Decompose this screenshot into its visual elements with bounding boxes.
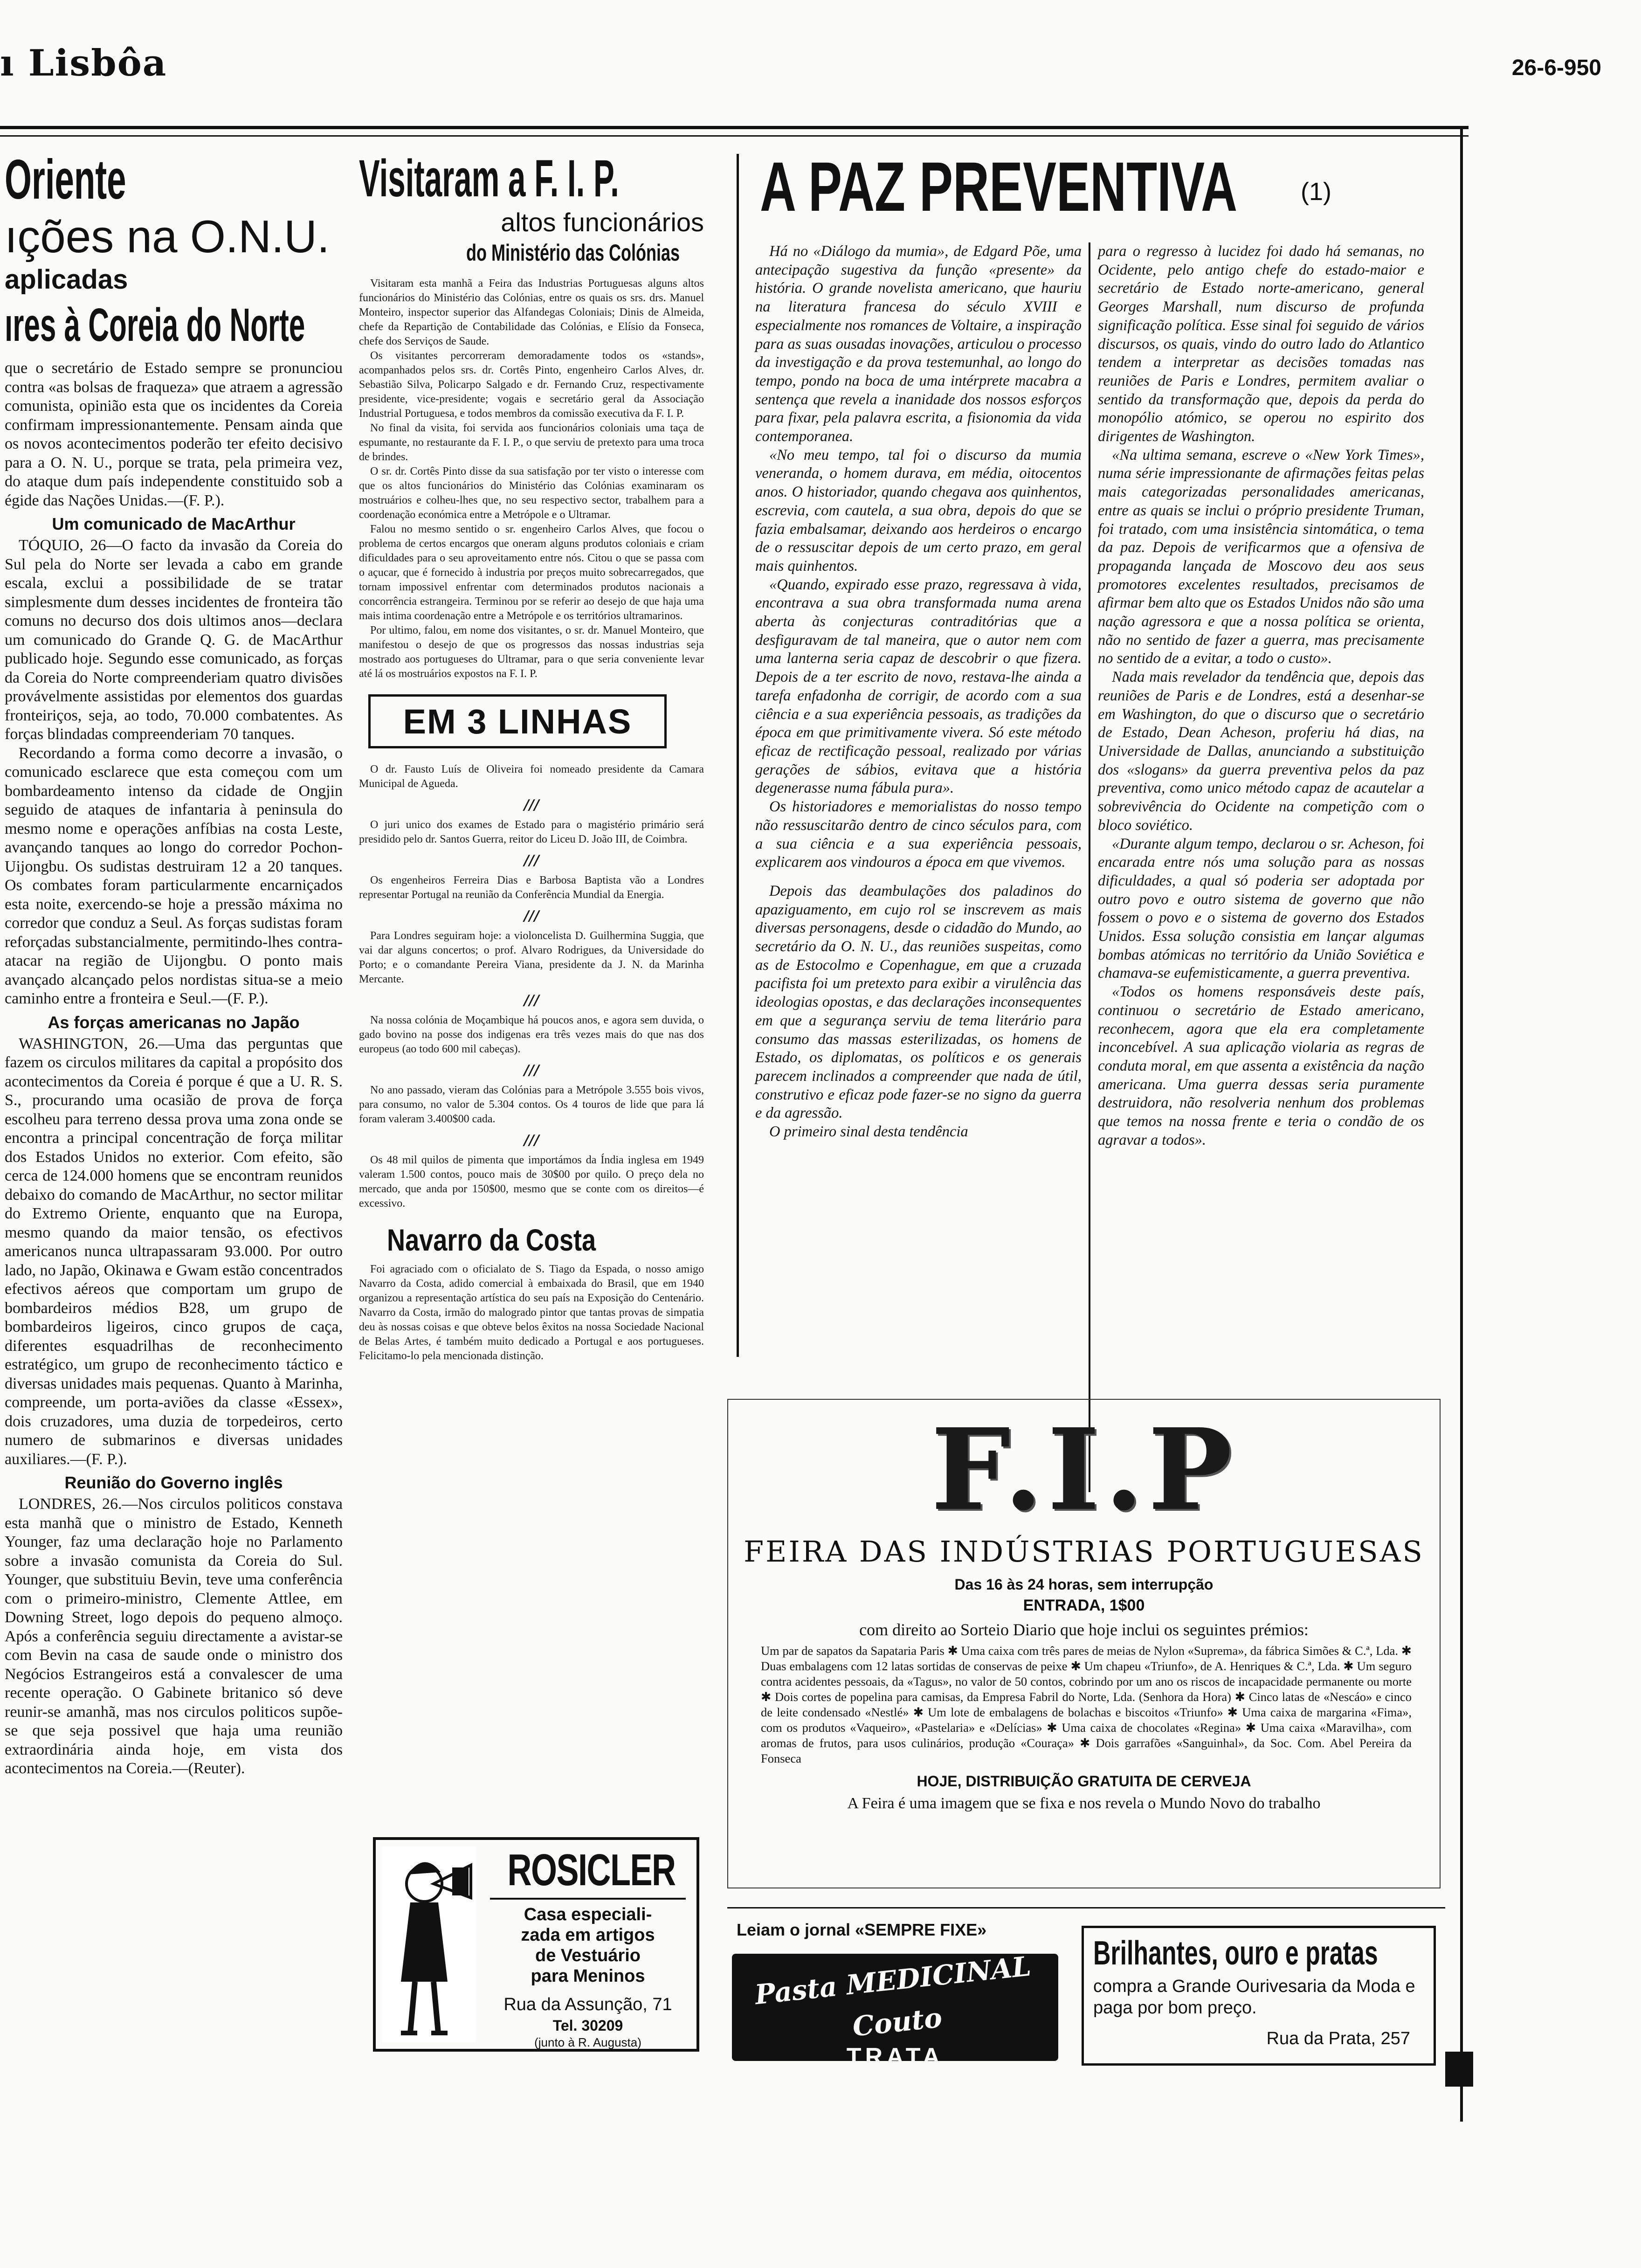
col1-body [5, 359, 343, 1778]
paragraph: Os visitantes percorreram demoradamente todos os «stands», acompanhados pelos srs. dr. Cortês Pinto, engenheiro Carlos Alves, dr. Sebastião Silva, Policarpo Salgado e dr. Fernando Cruz, respectivamente presidente, vice-presidente; vogais e secretário geral da Associação Industrial Portuguesa, e todos membros da comissão executiva da F. I. P. [359, 350, 704, 420]
news-item: Na nossa colónia de Moçambique há poucos anos, e agora sem duvida, o gado bovino na posse dos indigenas era três vezes mais do que nas dos europeus (ao todo 600 mil cabeças). [359, 1014, 704, 1055]
subheading-japao: As forças americanas no Japão [48, 1012, 300, 1032]
em-3-linhas-title: EM 3 LINHAS [403, 702, 632, 741]
fip-draw: com direito ao Sorteio Diario que hoje inclui os seguintes prémios: [859, 1620, 1309, 1639]
brilhantes-ad [1082, 1926, 1436, 2066]
fip-entry: ENTRADA, 1$00 [1023, 1597, 1145, 1614]
right-page-edge-block [1445, 2052, 1473, 2087]
news-item: Os 48 mil quilos de pimenta que importámos da Índia inglesa em 1949 valeram 1.500 contos, pouco mais de 30$00 por quilo. O preço dela no mercado, que anda por 150$00, mesmo que se conte com os direitos—é excessivo. [359, 1154, 704, 1210]
separator: /// [524, 1132, 539, 1148]
paragraph: Foi agraciado com o oficialato de S. Tiago da Espada, o nosso amigo Navarro da Costa, adido comercial à embaixada do Brasil, que em 1940 organizou a representação artística do seu país na Exposição do Centenário. Navarro da Costa, irmão do malogrado pintor que tantas provas de simpatia deu às nossas coisas e que obteve belos êxitos na nossa Sociedade Nacional de Belas Artes, é também muito dedicado a Portugal e aos portugueses. Felicitamo-lo pela mencionada distinção. [359, 1263, 704, 1362]
paz-right-column [1098, 242, 1424, 1149]
separator: /// [524, 992, 539, 1009]
paragraph: TÓQUIO, 26—O facto da invasão da Coreia do Sul pela do Norte ser levada a cabo em grande escala, exclui a possibilidade de se tratar simplesmente dum desses incidentes de fronteira tão comuns no decurso dos dois ultimos anos—declara um comunicado do Grande Q. G. de MacArthur publicado hoje. Segundo esse comunicado, as forças da Coreia do Norte compreenderiam quatro divisões provávelmente assistidas por elementos dos guardas fronteiriços, seja, ao todo, 70.000 combatentes. As forças blindadas compreenderiam 70 tanques. [5, 537, 343, 743]
fip-visit-title: Visitaram a F. I. P. [359, 149, 619, 207]
paragraph: que o secretário de Estado sempre se pronunciou contra «as bolsas de fraqueza» que atraem a agressão comunista, opinião esta que os incidentes da Coreia confirmam impressionantemente. Pensam ainda que os novos acontecimentos poderão ter efeito decisivo para a O. N. U., porque se trata, pela primeira vez, do ataque dum país independente constituido sob a égide das Nações Unidas.—(F. P.). [5, 360, 343, 509]
fip-visit-subtitle: altos funcionários [501, 207, 704, 237]
fip-visit-subtitle-2: do Ministério das Colónias [466, 240, 680, 266]
paragraph: Recordando a forma como decorre a invasão, o comunicado esclarece que esta começou com um bombardeamento intenso da cidade de Ongjin seguido de ataques de infantaria à peninsula do mesmo nome e operações anfíbias na costa Leste, avançando tanques ao longo do corredor Pochon-Uijongbu. Os sudistas destruiram 12 a 20 tanques. Os combates foram particularmente encarniçados esta noite, exercendo-se hoje a pressão máxima no corredor que conduz a Seul. As forças sudistas foram reforçadas substancialmente, permitindo-lhes contra-atacar na região de Uijongbu. O ponto mais avançado alcançado pelos nordistas situa-se a meio caminho entre a fronteira e Seul.—(F. P.). [5, 744, 343, 1007]
separator: /// [524, 908, 539, 924]
rosicler-ad [373, 1837, 699, 2052]
subheading-governo-ingles: Reunião do Governo inglês [64, 1473, 283, 1492]
masthead-city: ı Lisbôa [0, 42, 167, 84]
em-3-linhas-items [359, 762, 704, 1211]
fip-beer: HOJE, DISTRIBUIÇÃO GRATUITA DE CERVEJA [917, 1773, 1251, 1790]
paragraph: Por ultimo, falou, em nome dos visitantes, o sr. dr. Manuel Monteiro, que manifestou o desejo de que os progressos das nossas industrias seja mostrado aos portugueses do Ultramar, para o que seria conveniente levar até lá os mostruários expostos na F. I. P. [359, 624, 704, 680]
paragraph: O primeiro sinal desta tendência [769, 1123, 968, 1141]
paz-preventiva-title-row [746, 149, 1445, 224]
em-3-linhas-box [368, 694, 667, 748]
paz-preventiva-note: (1) [1301, 178, 1331, 206]
pasta-couto-ad [732, 1950, 1058, 2090]
navarro-body [359, 1262, 704, 1363]
paragraph: LONDRES, 26.—Nos circulos politicos constava esta manhã que o ministro de Estado, Kenneth Younger, faz uma declaração hoje no Parlamento sobre a invasão comunista da Coreia do Sul. Younger, que substituiu Bevin, teve uma conferência com o primeiro-ministro, Clemente Attlee, em Downing Street, logo depois do pequeno almoço. Após a conferência seguiu directamente a avistar-se com Bevin na casa de saude onde o ministro dos Negócios Estrangeiros está a convalescer de uma recente operação. O Gabinete britanico só deve reunir-se amanhã, mas nos circulos politicos supõe-se que seja possivel que haja uma reunião extraordinária ainda hoje, em vista dos acontecimentos na Coreia.—(Reuter). [5, 1495, 343, 1777]
news-item: Os engenheiros Ferreira Dias e Barbosa Baptista vão a Londres representar Portugal na reunião da Conferência Mundial da Energia. [359, 874, 704, 901]
rosicler-tagline: de Vestuário [535, 1946, 641, 1965]
paragraph: Há no «Diálogo da mumia», de Edgard Põe, uma antecipação sugestiva da função «presente» da história. O grande novelista americano, que hauriu na literatura francesa do século XVIII e especialmente nos romances de Voltaire, a inspiração para as suas ousadas inovações, articulou o processo da investigação e da prova testemunhal, ao longo do tempo, pondo na boca de uma intérprete macabra a sentença que revela a inanidade dos nossos esforços para fixar, pela palavra escrita, a fisionomia da vida contemporanea. [755, 243, 1082, 445]
news-item: O dr. Fausto Luís de Oliveira foi nomeado presidente da Camara Municipal de Agueda. [359, 763, 704, 790]
fip-prizes: Um par de sapatos da Sapataria Paris ✱ Uma caixa com três pares de meias de Nylon «Suprema», da fábrica Simões & C.ª, Lda. ✱ Duas embalagens com 12 latas sortidas de conservas de peixe ✱ Um chapeu «Triunfo», de A. Henriques & C.ª, Lda. ✱ Um seguro contra acidentes pessoais, da «Tagus», no valor de 50 contos, cobrindo por um ano os riscos de incapacidade permanente ou morte ✱ Dois cortes de popelina para camisas, da Empresa Fabril do Norte, Lda. (Senhora da Hora) ✱ Cinco latas de «Nescáo» e cinco de leite condensado «Nestlé» ✱ Um lote de embalagens de bolachas e biscoitos «Triunfo» ✱ Uma caixa de margarina «Fima», com os produtos «Vaqueiro», «Pastelaria» e «Delícias» ✱ Uma caixa de chocolates «Regina» ✱ Uma caixa «Maravilha», com aromas de frutos, para usos culinários, produção «Couraça» ✱ Dois garrafões «Sanguinhal», da Soc. Com. Abel Pereira da Fonseca [761, 1644, 1412, 1765]
fip-visit-body [359, 277, 704, 681]
col1-heading-oriente: Oriente [5, 148, 126, 211]
paz-column-divider [1089, 242, 1090, 1492]
col1-heading-coreia: ıres à Coreia do Norte [5, 299, 305, 351]
column-2 [359, 149, 704, 1363]
col1-heading-aplicadas: aplicadas [5, 264, 128, 295]
news-item: O juri unico dos exames de Estado para o magistério primário será presidido pelo dr. Santos Guerra, reitor do Liceu D. João III, de Coimbra. [359, 819, 704, 845]
column-1 [5, 149, 343, 1778]
fip-tagline: A Feira é uma imagem que se fixa e nos revela o Mundo Novo do trabalho [847, 1795, 1321, 1812]
masthead-date: 26-6-950 [1511, 55, 1601, 80]
rosicler-address: Rua da Assunção, 71 [503, 1995, 672, 2014]
rosicler-rule [490, 1898, 686, 1900]
paz-preventiva-article [746, 147, 1445, 1148]
news-item: Para Londres seguiram hoje: a violoncelista D. Guilhermina Suggia, que vai dar alguns concertos; o prof. Alvaro Rodrigues, da Universidade do Porto; e o comandante Pereira Viana, presidente da J. N. da Marinha Mercante. [359, 930, 704, 985]
fip-advertisement [727, 1399, 1441, 1888]
paragraph: «Durante algum tempo, declarou o sr. Acheson, foi encarada entre nós uma solução para as nossas dificuldades, a qual só poderia ser adoptada por outro povo e outro sistema de governo que não fossem o povo e o sistema de governo dos Estados Unidos. Essa solução consistia em lançar algumas bombas atómicas no território da União Soviética e chamava-se eufemisticamente, a guerra preventiva. [1098, 835, 1424, 982]
separator: /// [524, 797, 539, 813]
col1-heading-onu: ıções na O.N.U. [5, 211, 330, 262]
rosicler-tagline: Casa especiali- [524, 1905, 652, 1924]
fip-logo: F.I.P [931, 1404, 1237, 1535]
separator: /// [524, 852, 539, 869]
pasta-couto-doencas: AS DOENÇAS DA BOCA [798, 2071, 993, 2090]
right-page-edge [1460, 126, 1463, 2122]
pasta-couto-name: Pasta MEDICINAL Couto [753, 1950, 1033, 2043]
paragraph: Falou no mesmo sentido o sr. engenheiro Carlos Alves, que focou o problema de certos encargos que oneram alguns produtos coloniais e criam dificuldades para o seu aproveitamento entre nós. Citou o que se passa com o açucar, que é fornecido à industria por preços muito sobrecarregados, que tornam impossivel enfrentar com determinados produtos nacionais a concorrência estrangeira. Terminou por se referir ao desejo de que haja uma mais intima coordenação entre a Metrópole e os territórios ultramarinos. [359, 523, 704, 622]
paragraph: «Todos os homens responsáveis deste país, continuou o secretário de Estado americano, reconhecem, agora que ela era completamente inconcebível. A sua aplicação violaria as regras de conduta moral, em que assenta a existência da nação americana. Uma guerra dessas seria puramente destruidora, não resolveria nenhum dos problemas que temos na nossa frente e teria o condão de os agravar a todos». [1098, 983, 1424, 1148]
fip-hours: Das 16 às 24 horas, sem interrupção [954, 1576, 1214, 1593]
rosicler-phone: Tel. 30209 [552, 2017, 623, 2034]
rosicler-location: (junto à R. Augusta) [534, 2035, 641, 2049]
pasta-couto-trata: TRATA [846, 2043, 944, 2070]
rosicler-tagline: para Meninos [531, 1966, 645, 1986]
paragraph: WASHINGTON, 26.—Uma das perguntas que fazem os circulos militares da capital a propósito dos acontecimentos da Coreia é porque é que a U. R. S. S., procurando uma ocasião de prova de força escolheu para terreno dessa prova uma zona onde se encontra a principal concentração de força militar dos Estados Unidos no exterior. Com efeito, são cerca de 124.000 homens que se encontram reunidos debaixo do comando de MacArthur, no sector militar do Extremo Oriente, enquanto que na Europa, mesmo quando da maior tensão, os efectivos americanos nunca ultrapassaram 93.000. Por outro lado, no Japão, Okinawa e Gwam estão concentrados efectivos aéreos que comportam um grupo de bombardeiros médios B28, um grupo de bombardeiros ligeiros, cinco grupos de caça, diferentes esquadrilhas de reconhecimento estratégico, um grupo de reconhecimento táctico e diversas unidades mais pequenas. Quanto à Marinha, compreende, um porta-aviões da classe «Essex», dois cruzadores, uma duzia de torpedeiros, certo numero de submarinos e diversas unidades auxiliares.—(F. P.). [5, 1035, 343, 1468]
subheading-macarthur: Um comunicado de MacArthur [52, 514, 296, 533]
rosicler-tagline: zada em artigos [521, 1925, 655, 1945]
masthead-rule [0, 126, 1469, 129]
paragraph: No final da visita, foi servida aos funcionários coloniais uma taça de espumante, no restaurante da F. I. P., o que serviu de pretexto para uma troca de brindes. [359, 422, 704, 463]
brilhantes-address: Rua da Prata, 257 [1266, 2029, 1410, 2048]
paragraph: para o regresso à lucidez foi dado há semanas, no Ocidente, pelo antigo chefe do estado-maior e secretário de Estado norte-americano, general Georges Marshall, num discurso de profunda significação política. Esse sinal foi seguido de vários discursos, os quais, vindo do outro lado do Atlantico tendem a interpretar as decisões tomadas nas reuniões de Paris e Londres, permitem avaliar o sentido da transformação que, depois da perda do monopólio atómico, se operou no espirito dos dirigentes de Washington. [1098, 243, 1424, 445]
herald-boy-icon [382, 1846, 476, 2042]
paragraph: Depois das deambulações dos paladinos do apaziguamento, em cujo rol se inscrevem as mais diversas personagens, desde o cidadão do Mundo, ao secretário da O. N. U., das reuniões suspeitas, como as de Estocolmo e Copenhague, em que a cruzada pacifista foi um pretexto para exibir a virulência das ideologias opostas, e das declarações inconsequentes em que a segurança serviu de tema literário para consumo das massas esterilizadas, os homens de Estado, os diplomatas, os políticos e os generais parecem inclinados a compreender que nada de útil, construtivo e eficaz pode fazer-se no signo da guerra e da agressão. [755, 882, 1082, 1122]
column-divider [737, 154, 739, 1357]
paragraph: O sr. dr. Cortês Pinto disse da sua satisfação por ter visto o interesse com que os altos funcionários do Ministério das Colónias examinaram os mostruários e colheu-lhes que, no seu respectivo sector, trabalhem para a coordenação económica entre a Metrópole e o Ultramar. [359, 465, 704, 521]
ads-top-rule [727, 1907, 1445, 1908]
rosicler-name: ROSICLER [507, 1845, 676, 1895]
separator: /// [524, 1062, 539, 1079]
navarro-title: Navarro da Costa [387, 1223, 596, 1257]
paz-preventiva-title: A PAZ PREVENTIVA [760, 147, 1238, 226]
paragraph: Visitaram esta manhã a Feira das Industrias Portuguesas alguns altos funcionários do Ministério das Colónias, entre os quais os srs. drs. Manuel Monteiro, inspector superior das Alfandegas Coloniais; Dinis de Almeida, chefe da Repartição de Contabilidade das Colónias, e Elísio da Fonseca, chefe dos Serviços de Saude. [359, 277, 704, 347]
masthead-rule-thin [0, 135, 1469, 137]
brilhantes-text: compra a Grande Ourivesaria da Moda e paga por bom preço. [1093, 1977, 1415, 2018]
rosicler-text [481, 1845, 695, 2050]
paragraph: «Na ultima semana, escreve o «New York Times», numa série impressionante de afirmações feitas pelas mais categorizadas personalidades americanas, entre as quais se inclui o próprio presidente Truman, foi tratado, com uma insistência sintomática, o tema da paz. Depois de verificarmos que a ofensiva de propaganda lançada de Moscovo deu aos seus promotores excelentes resultados, precisamos de afirmar bem alto que os Estados Unidos não são uma nação agressora e que a nossa política se orienta, não no sentido de fazer a guerra, mas precisamente no sentido de a evitar, a todo o custo». [1098, 446, 1424, 667]
paz-left-column [755, 242, 1082, 1141]
fip-name: FEIRA DAS INDÚSTRIAS PORTUGUESAS [744, 1535, 1424, 1569]
paragraph: «Quando, expirado esse prazo, regressava à vida, encontrava a sua obra transformada numa arena aberta às conjecturas contraditórias que a desfiguravam de tal maneira, que o autor nem com uma lanterna seria capaz de descobrir o que fizera. Depois de a ter escrito de novo, restava-lhe ainda a tarefa enfadonha de corrigir, de acordo com a sua ciência e a sua experiência pessoais, as tradições da época em que primitivamente vivera. Só este método eficaz de rectificação pessoal, realizado por várias gerações de sábios, evitava que a história degenerasse numa fábula pura». [755, 576, 1082, 797]
sempre-fixe-ad: Leiam o jornal «SEMPRE FIXE» [737, 1920, 987, 1939]
paragraph: Os historiadores e memorialistas do nosso tempo não ressuscitarão dentro de cinco séculos para, com a sua ciência e a sua experiência pessoais, explicarem aos vindouros a época em que vivemos. [755, 798, 1082, 871]
brilhantes-title: Brilhantes, ouro e pratas [1093, 1935, 1378, 1972]
news-item: No ano passado, vieram das Colónias para a Metrópole 3.555 bois vivos, para consumo, no valor de 5.304 contos. Os 4 touros de lide que para lá foram valeram 3.400$00 cada. [359, 1084, 704, 1125]
paragraph: Nada mais revelador da tendência que, depois das reuniões de Paris e de Londres, está a desenhar-se em Washington, do que o discurso que o secretário de Estado, Dean Acheson, proferiu há dias, na Universidade de Dallas, anunciando a substituição dos «slogans» da guerra preventiva pelos da paz preventiva, como unico método capaz de acautelar a sobrevivência do Ocidente na competição com o bloco soviético. [1098, 669, 1424, 834]
paragraph: «No meu tempo, tal foi o discurso da mumia veneranda, o homem durava, em média, oitocentos anos. O historiador, quando chegava aos quinhentos, escrevia, com cautela, a sua obra, depois do que se fazia embalsamar, deixando aos herdeiros o encargo de o ressuscitar depois de um certo prazo, em geral mais quinhentos. [755, 446, 1082, 574]
